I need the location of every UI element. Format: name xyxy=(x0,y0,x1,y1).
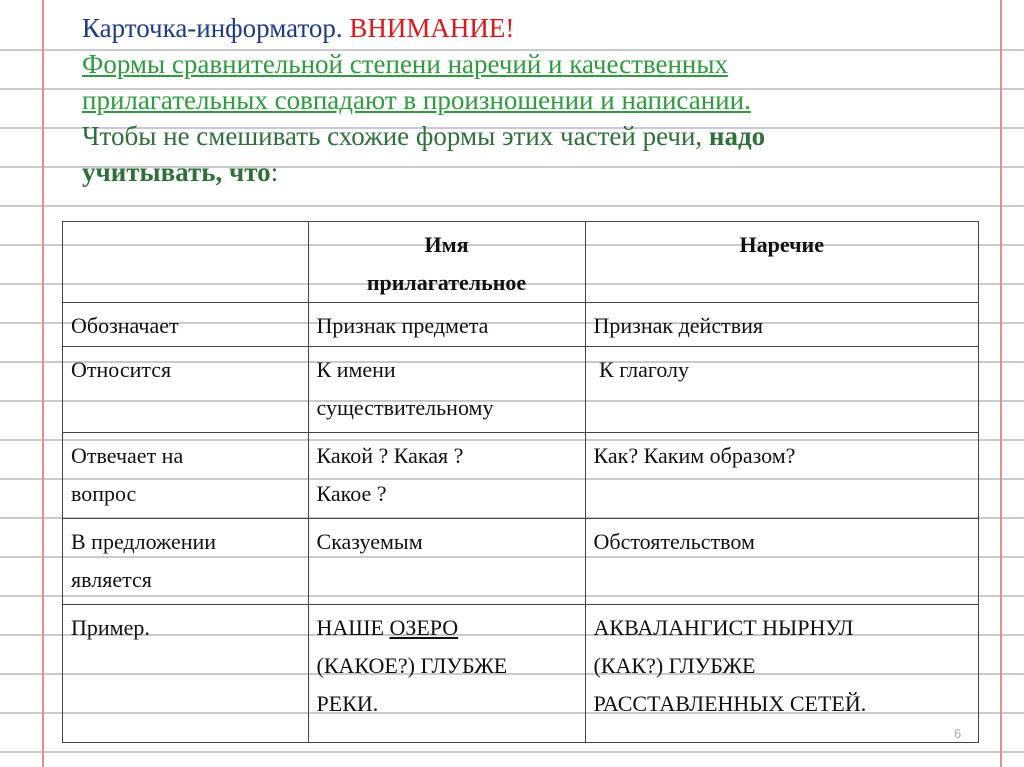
adverb-cell: Как? Каким образом? xyxy=(585,433,978,519)
adjective-cell xyxy=(308,433,585,519)
table-row xyxy=(63,605,979,743)
comparison-table xyxy=(62,221,979,743)
example-underlined-word: ОЗЕРО xyxy=(389,615,459,640)
statement-line-1: Формы сравнительной степени наречий и качественных xyxy=(82,49,728,79)
margin-line-left xyxy=(42,0,44,767)
note-colon: : xyxy=(270,157,279,187)
example-line xyxy=(317,609,577,647)
page-number: 6 xyxy=(954,726,962,741)
adjective-line: Какое ? xyxy=(316,481,387,506)
adjective-cell xyxy=(308,605,585,743)
row-label: Относится xyxy=(63,347,309,433)
adjective-line: Какой ? Какая ? xyxy=(316,443,464,468)
row-label: Пример. xyxy=(63,605,309,743)
row-label-line: Отвечает на xyxy=(71,443,184,468)
note-text: Чтобы не смешивать схожие формы этих частей речи, xyxy=(82,121,709,151)
attention-label: ВНИМАНИЕ! xyxy=(349,13,515,43)
note-line-1 xyxy=(82,118,982,154)
card-title: Карточка-информатор. xyxy=(82,13,343,43)
adverb-cell: Обстоятельством xyxy=(585,519,978,605)
statement-line-2: прилагательных совпадают в произношении и написании. xyxy=(82,85,751,115)
adjective-cell: Сказуемым xyxy=(308,519,585,605)
header-adjective-line2: прилагательное xyxy=(366,270,527,295)
row-label: Обозначает xyxy=(63,303,309,347)
row-label-line: вопрос xyxy=(71,481,137,506)
row-label xyxy=(63,433,309,519)
example-line: АКВАЛАНГИСТ НЫРНУЛ xyxy=(593,615,854,640)
title-line xyxy=(82,10,982,46)
example-line: РЕКИ. xyxy=(316,691,379,716)
table-row xyxy=(63,347,979,433)
example-line: РАССТАВЛЕННЫХ СЕТЕЙ. xyxy=(593,691,867,716)
adverb-cell: К глаголу xyxy=(585,347,978,433)
adjective-line: К имени xyxy=(316,357,396,382)
adjective-cell xyxy=(308,347,585,433)
example-line: (КАК?) ГЛУБЖЕ xyxy=(593,653,756,678)
adverb-cell xyxy=(585,605,978,743)
example-pre: НАШЕ xyxy=(316,615,390,640)
row-label xyxy=(63,519,309,605)
table-row xyxy=(63,433,979,519)
note-line-2 xyxy=(82,154,982,190)
margin-line-right xyxy=(1000,0,1002,767)
adverb-cell: Признак действия xyxy=(585,303,978,347)
example-line: (КАКОЕ?) ГЛУБЖЕ xyxy=(316,653,508,678)
note-bold-2: учитывать, что xyxy=(82,157,271,187)
header-adjective xyxy=(308,222,585,303)
row-label-line: является xyxy=(71,567,152,592)
table-header-row xyxy=(63,222,979,303)
adjective-cell: Признак предмета xyxy=(308,303,585,347)
header-adjective-line1: Имя xyxy=(424,232,469,257)
header-adverb: Наречие xyxy=(585,222,978,303)
header-empty-cell xyxy=(63,222,309,303)
table-row xyxy=(63,519,979,605)
note-bold-1: надо xyxy=(708,121,766,151)
table-row xyxy=(63,303,979,347)
row-label-line: В предложении xyxy=(71,529,217,554)
info-card-header xyxy=(82,10,982,190)
adjective-line: существительному xyxy=(316,395,494,420)
